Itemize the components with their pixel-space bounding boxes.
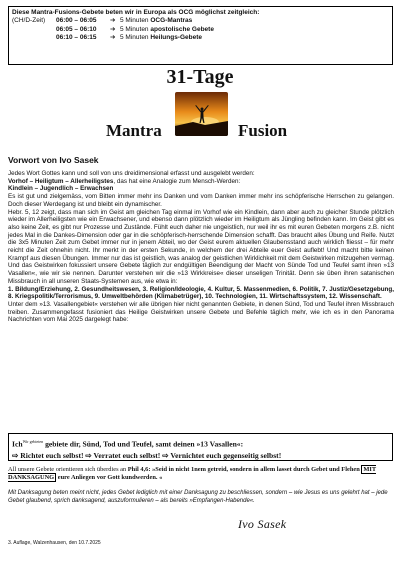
- footer-edition: 3. Auflage, Walzenhausen, den 10.7.2025: [8, 540, 101, 546]
- command-box: [8, 433, 393, 461]
- italic-note: Mit Danksagung beten meint nicht, jedes Gebet lediglich mit einer Danksagung zu beschliessen, sondern – wie Jesus es uns gelehrt hat – jede Gebet glaubend, sprich danksagend, auszuformulieren – als bereits »Empfangen-Habende«.: [8, 490, 388, 504]
- phil-quote-end: eure Anliegen vor Gott kundwerden. «: [56, 474, 163, 481]
- schedule-row: [12, 34, 389, 43]
- signature: Ivo Sasek: [238, 517, 287, 531]
- command-subject: Ich: [12, 439, 23, 449]
- schedule-box: [8, 6, 393, 65]
- schedule-title: Diese Mantra-Fusions-Gebete beten wir in Europa als OCG möglichst zeitgleich:: [12, 9, 260, 16]
- paragraph: Kindlein – Jugendlich – Erwachsen: [8, 185, 114, 193]
- schedule-time: 06:05 – 06:10: [56, 25, 97, 33]
- arrow-right-icon: ➔: [110, 17, 116, 24]
- mit-danksagung: MIT DANKSAGUNG: [8, 466, 377, 481]
- paragraph: Jedes Wort Gottes kann und soll von uns dreidimensional erfasst und ausgelebt werden:: [8, 170, 255, 177]
- time-zone-label: (CH/D-Zeit): [12, 17, 46, 24]
- paragraph-list: 1. Bildung/Erziehung, 2. Gesundheitswesen, 3. Religion/Ideologie, 4. Kultur, 5. Massenmedien, 6. Politik, 7. Justiz/Gesetzgebung, 8. Kriegspolitik/Terrorismus, 9. Umweltbehörden (Klimabetrüger), 10. Technologien, 11. Wirtschaftssystem, 12. Wissenschaft.: [8, 285, 394, 301]
- bible-reference: Phil 4,6: [127, 466, 149, 473]
- paragraph: Hebr. 5, 12 zeigt, dass man sich im Geist am gleichen Tag einmal im Vorhof wie ein Kindlein, dann aber auch zu gleicher Stunde plötzlich wieder im Allerheiligsten wie ein Erwachsener, und ebenso dann plötzlich wieder im Heiligtum als Jüngling befinden kann. Im Geist gibt es also keine Zeit, es gibt nur Prozesse und Zustände. Fühlt euch daher nie ungeistlich, nur weil ihr es mit euren Gebeten morgens z.B. nicht jedes Mal in die Dankes-Dimension oder gar in die schöpferisch-herrschende Dimension schafft. Das braucht alles Übung und Reife. Nutzt die 3x5 Minuten Zeit zum Gebet immer nur in jenem Abteil, wo der Geist eurem aktuellen Glaubensstand auch wirklich fliesst – für mehr reicht die Zeit ohnehin nicht. Ihr merkt in der ersten Sekunde, in welchem der drei Abteile euer Geist auflebt! Und macht bitte keinen Krampf aus diesen Übungen. Immer nur das ist geistlich, was analog der geistlichen Wirklichkeit mit dem Geistwirken mitzugehen vermag. Und das Geistwirken fokussiert unsere Gebete täglich zur endgültigen Beendigung der Macht von Sünde Tod und Teufel samt ihren »13 Vasallen«, wie wir sie nennen. Darunter verstehen wir die »13 Wirkkreise« dieser unseligen Trinität. Denn sie üben ihren satanischen Missbrauch in all unseren Staats-Systemen aus, wie etwa in:: [8, 208, 394, 285]
- sunset-hero-image: [175, 92, 228, 136]
- phil-text: All unsere Gebete orientieren sich überdies an: [8, 466, 128, 473]
- command-superscript: Wir gebieten: [22, 439, 44, 444]
- schedule-time: 06:10 – 06:15: [56, 34, 97, 41]
- schedule-duration: 5 Minuten: [120, 25, 149, 33]
- body-text: [8, 170, 394, 324]
- title-mantra: Mantra: [106, 121, 162, 140]
- section-heading: Vorwort von Ivo Sasek: [8, 155, 99, 165]
- paragraph: [8, 178, 394, 186]
- command-line: ⇨ Richtet euch selbst! ⇨ Verratet euch selbst! ⇨ Vernichtet euch gegenseitig selbst!: [12, 450, 282, 460]
- schedule-activity: apostolische Gebete: [150, 25, 214, 33]
- phil-quote: : »Seid in nicht 1nem getreid, sondern in allem lasset durch Gebet und Flehen: [148, 466, 362, 473]
- schedule-row: [12, 17, 389, 26]
- phil-paragraph: [8, 466, 394, 482]
- schedule-row: [12, 26, 389, 35]
- title-fusion: Fusion: [238, 121, 288, 140]
- paragraph: Unter dem »13. Vasallengebiet« verstehen wir alle übrigen hier nicht genannten Gebiete, in denen Sünd, Tod und Teufel ihren Missbrauch treiben. Zusammengefasst fusioniert das Heilige Geistwirken unsere Gebete und Befehle täglich mehr, wie ich es in den Panorama Nachrichten vom Mai 2025 dargelegt habe:: [8, 300, 394, 324]
- arrow-right-icon: ➔: [110, 34, 116, 41]
- schedule-time: 06:00 – 06:05: [56, 17, 97, 24]
- schedule-duration: 5 Minuten: [120, 34, 149, 41]
- arrow-right-icon: ➔: [110, 25, 116, 33]
- command-line: [12, 436, 389, 450]
- schedule-activity: Heilungs-Gebete: [150, 34, 203, 41]
- schedule-activity: OCG-Mantras: [150, 17, 193, 24]
- schedule-duration: 5 Minuten: [120, 17, 149, 24]
- command-text: gebiete dir, Sünd, Tod und Teufel, samt deinen »13 Vasallen«:: [43, 439, 244, 449]
- page-title: 31-Tage: [166, 66, 234, 88]
- triad-vorhof: Vorhof – Heiligtum – Allerheiligstes: [8, 177, 114, 185]
- triad-suffix: , das hat eine Analogie zum Mensch-Werden:: [113, 177, 241, 185]
- paragraph: Es ist gut und zielgemäss, vom Bitten immer mehr ins Danken und vom Danken immer mehr ins schöpferische Herrschen zu gelangen. Doch dieser Werdegang ist und bleibt ein dynamischer.: [8, 193, 394, 208]
